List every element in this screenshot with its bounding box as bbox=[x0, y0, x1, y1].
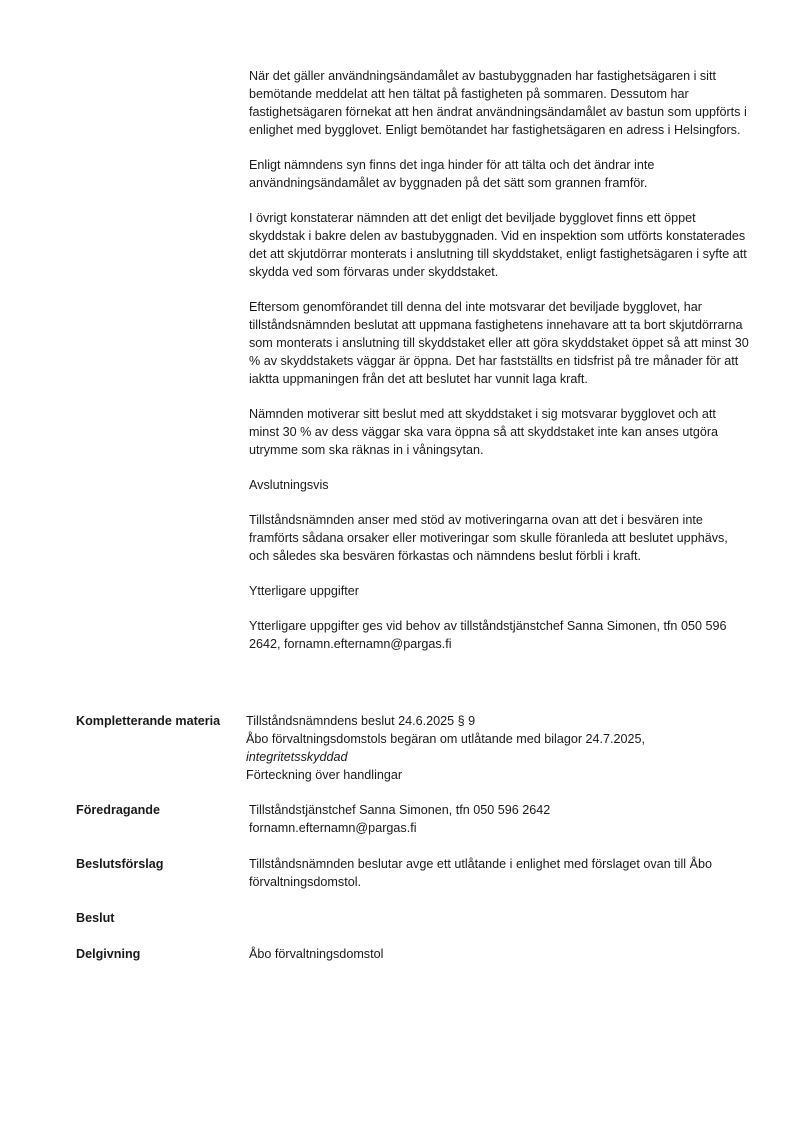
material-item: Förteckning över handlingar bbox=[246, 768, 403, 782]
section-label: Beslut bbox=[76, 911, 115, 925]
section-label: Delgivning bbox=[76, 947, 141, 961]
section-content bbox=[246, 712, 746, 784]
paragraph-tenting: Enligt nämndens syn finns det inga hinder för att tälta och det ändrar inte användningsändamålet av byggnaden på det sätt som grannen framför. bbox=[249, 158, 655, 190]
heading-conclusion: Avslutningsvis bbox=[249, 478, 329, 492]
paragraph-conclusion: Tillståndsnämnden anser med stöd av motiveringarna ovan att det i besvären inte framförts sådana orsaker eller motiveringar som skulle föranleda att beslutet upphävs, och således ska besvären förkastas och nämndens beslut förbli i kraft. bbox=[249, 513, 728, 563]
paragraph-order: Eftersom genomförandet till denna del inte motsvarar det beviljade bygglovet, har tillståndsnämnden beslutat att uppmana fastighetens innehavare att ta bort skjutdörrarna som monterats i anslutning till skyddstaket eller att göra skyddstaket öppet så att minst 30 % av skyddstakets väggar är öppna. Det har fastställts en tidsfrist på tre månader för att iaktta uppmaningen från det att beslutet har vunnit laga kraft. bbox=[249, 300, 749, 386]
section-label: Föredragande bbox=[76, 803, 160, 817]
material-item-privacy: integritetsskyddad bbox=[246, 750, 348, 764]
material-item: Tillståndsnämndens beslut 24.6.2025 § 9 bbox=[246, 714, 476, 728]
section-label: Kompletterande materia bbox=[76, 714, 221, 728]
section-label: Beslutsförslag bbox=[76, 857, 164, 871]
paragraph-bastu-usage: När det gäller användningsändamålet av bastubyggnaden har fastighetsägaren i sitt bemötande meddelat att hen tältat på fastigheten på sommaren. Dessutom har fastighetsägaren förnekat att hen ändrat användningsändamålet av bastun som uppförts i enlighet med bygglovet. Enligt bemötandet har fastighetsägaren en adress i Helsingfors. bbox=[249, 69, 747, 137]
section-content: Tillståndsnämnden beslutar avge ett utlåtande i enlighet med förslaget ovan till Åbo förvaltningsdomstol. bbox=[249, 857, 712, 889]
paragraph-additional-info: Ytterligare uppgifter ges vid behov av tillståndstjänstchef Sanna Simonen, tfn 050 596 2642, fornamn.efternamn@pargas.fi bbox=[249, 619, 727, 651]
paragraph-shelter: I övrigt konstaterar nämnden att det enligt det beviljade bygglovet finns ett öppet skyddstak i bakre delen av bastubyggnaden. Vid en inspektion som utförts konstaterades det att skjutdörrar monterats i anslutning till skyddstaket, enligt fastighetsägaren i syfte att skydda ved som förvaras under skyddstaket. bbox=[249, 211, 747, 279]
heading-additional-info: Ytterligare uppgifter bbox=[249, 584, 359, 598]
section-content bbox=[249, 801, 749, 837]
body-text bbox=[249, 67, 749, 670]
presenter-name: Tillståndstjänstchef Sanna Simonen, tfn 050 596 2642 bbox=[249, 803, 551, 817]
material-item: Åbo förvaltningsdomstols begäran om utlåtande med bilagor 24.7.2025, bbox=[246, 732, 646, 746]
presenter-email: fornamn.efternamn@pargas.fi bbox=[249, 821, 417, 835]
paragraph-motivation: Nämnden motiverar sitt beslut med att skyddstaket i sig motsvarar bygglovet och att minst 30 % av dess väggar ska vara öppna så att skyddstaket inte kan anses utgöra utrymme som ska räknas in i våningsytan. bbox=[249, 407, 719, 457]
section-content: Åbo förvaltningsdomstol bbox=[249, 947, 384, 961]
